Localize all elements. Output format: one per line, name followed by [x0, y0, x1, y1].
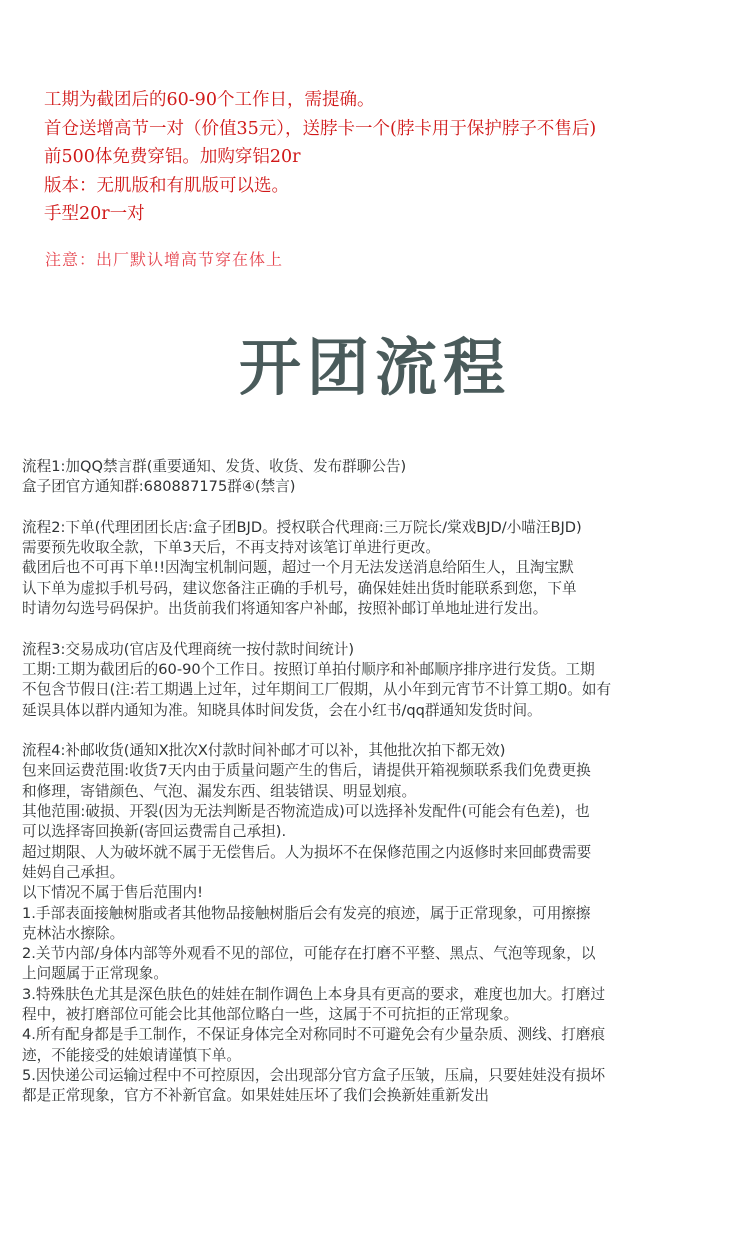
process-line: 时请勿勾选号码保护。出货前我们将通知客户补邮，按照补邮订单地址进行发出。 [22, 600, 548, 618]
process-line: 盒子团官方通知群:680887175群④(禁言) [22, 478, 296, 496]
process-line: 3.特殊肤色尤其是深色肤色的娃娃在制作调色上本身具有更高的要求，难度也加大。打磨过 [22, 985, 606, 1003]
process-line: 超过期限、人为破坏就不属于无偿售后。人为损坏不在保修范围之内返修时来回邮费需要 [22, 843, 592, 861]
process-line: 2.关节内部/身体内部等外观看不见的部位，可能存在打磨不平整、黑点、气泡等现象，以 [22, 945, 596, 963]
process-line: 和修理，寄错颜色、气泡、漏发东西、组装错误、明显划痕。 [22, 782, 417, 800]
process-line: 上问题属于正常现象。 [22, 965, 168, 983]
red-note-line: 版本：无肌版和有肌版可以选。 [44, 175, 289, 196]
process-line: 认下单为虚拟手机号码，建议您备注正确的手机号，确保娃娃出货时能联系到您，下单 [22, 579, 577, 597]
process-line: 工期:工期为截团后的60-90个工作日。按照订单拍付顺序和补邮顺序排序进行发货。工期 [22, 660, 595, 678]
red-note-line: 手型20r一对 [44, 204, 145, 224]
process-line: 可以选择寄回换新(寄回运费需自己承担). [22, 823, 287, 841]
red-note-line: 首仓送增高节一对（价值35元），送脖卡一个(脖卡用于保护脖子不售后) [44, 118, 597, 139]
process-step-1 [22, 457, 744, 498]
red-note-line: 工期为截团后的60-90个工作日，需提确。 [44, 90, 375, 110]
process-line: 不包含节假日(注:若工期遇上过年，过年期间工厂假期，从小年到元宵节不计算工期0。如有 [22, 681, 612, 699]
process-step-4 [22, 741, 744, 1106]
process-line: 娃妈自己承担。 [22, 863, 125, 881]
process-line: 流程2:下单(代理团团长店:盒子团BJD。授权联合代理商:三万院长/棠戏BJD/小喵汪BJD) [22, 518, 582, 536]
red-note-line: 前500体免费穿铝。加购穿铝20r [44, 147, 301, 167]
process-line: 其他范围:破损、开裂(因为无法判断是否物流造成)可以选择补发配件(可能会有色差)，也 [22, 803, 590, 821]
process-line: 需要预先收取全款，下单3天后，不再支持对该笔订单进行更改。 [22, 539, 440, 557]
process-line: 4.所有配身都是手工制作，不保证身体完全对称同时不可避免会有少量杂质、测线、打磨痕 [22, 1026, 606, 1044]
page-title: 开团流程 [238, 331, 511, 404]
process-line: 流程4:补邮收货(通知X批次X付款时间补邮才可以补，其他批次拍下都无效) [22, 742, 506, 760]
process-line: 克林沾水擦除。 [22, 924, 125, 942]
process-line: 包来回运费范围:收货7天内由于质量问题产生的售后，请提供开箱视频联系我们免费更换 [22, 762, 591, 780]
process-line: 都是正常现象，官方不补新官盒。如果娃娃压坏了我们会换新娃重新发出 [22, 1087, 490, 1105]
process-line: 以下情况不属于售后范围内! [22, 884, 203, 902]
red-notes [44, 86, 744, 229]
notice-text: 注意：出厂默认增高节穿在体上 [45, 250, 284, 269]
process-line: 流程3:交易成功(官店及代理商统一按付款时间统计) [22, 640, 355, 658]
process-steps [22, 457, 744, 1107]
process-line: 1.手部表面接触树脂或者其他物品接触树脂后会有发亮的痕迹，属于正常现象，可用擦擦 [22, 904, 591, 922]
process-line: 截团后也不可再下单!!因淘宝机制问题，超过一个月无法发送消息给陌生人，且淘宝默 [22, 559, 574, 577]
process-step-2 [22, 518, 744, 619]
process-step-3 [22, 640, 744, 721]
process-line: 程中，被打磨部位可能会比其他部位略白一些，这属于不可抗拒的正常现象。 [22, 1006, 519, 1024]
process-line: 5.因快递公司运输过程中不可控原因，会出现部分官方盒子压皱，压扁，只要娃娃没有损坏 [22, 1066, 606, 1084]
process-line: 延误具体以群内通知为准。知晓具体时间发货，会在小红书/qq群通知发货时间。 [22, 701, 542, 719]
process-line: 流程1:加QQ禁言群(重要通知、发货、收货、发布群聊公告) [22, 458, 407, 475]
process-line: 迹，不能接受的娃娘请谨慎下单。 [22, 1046, 241, 1064]
